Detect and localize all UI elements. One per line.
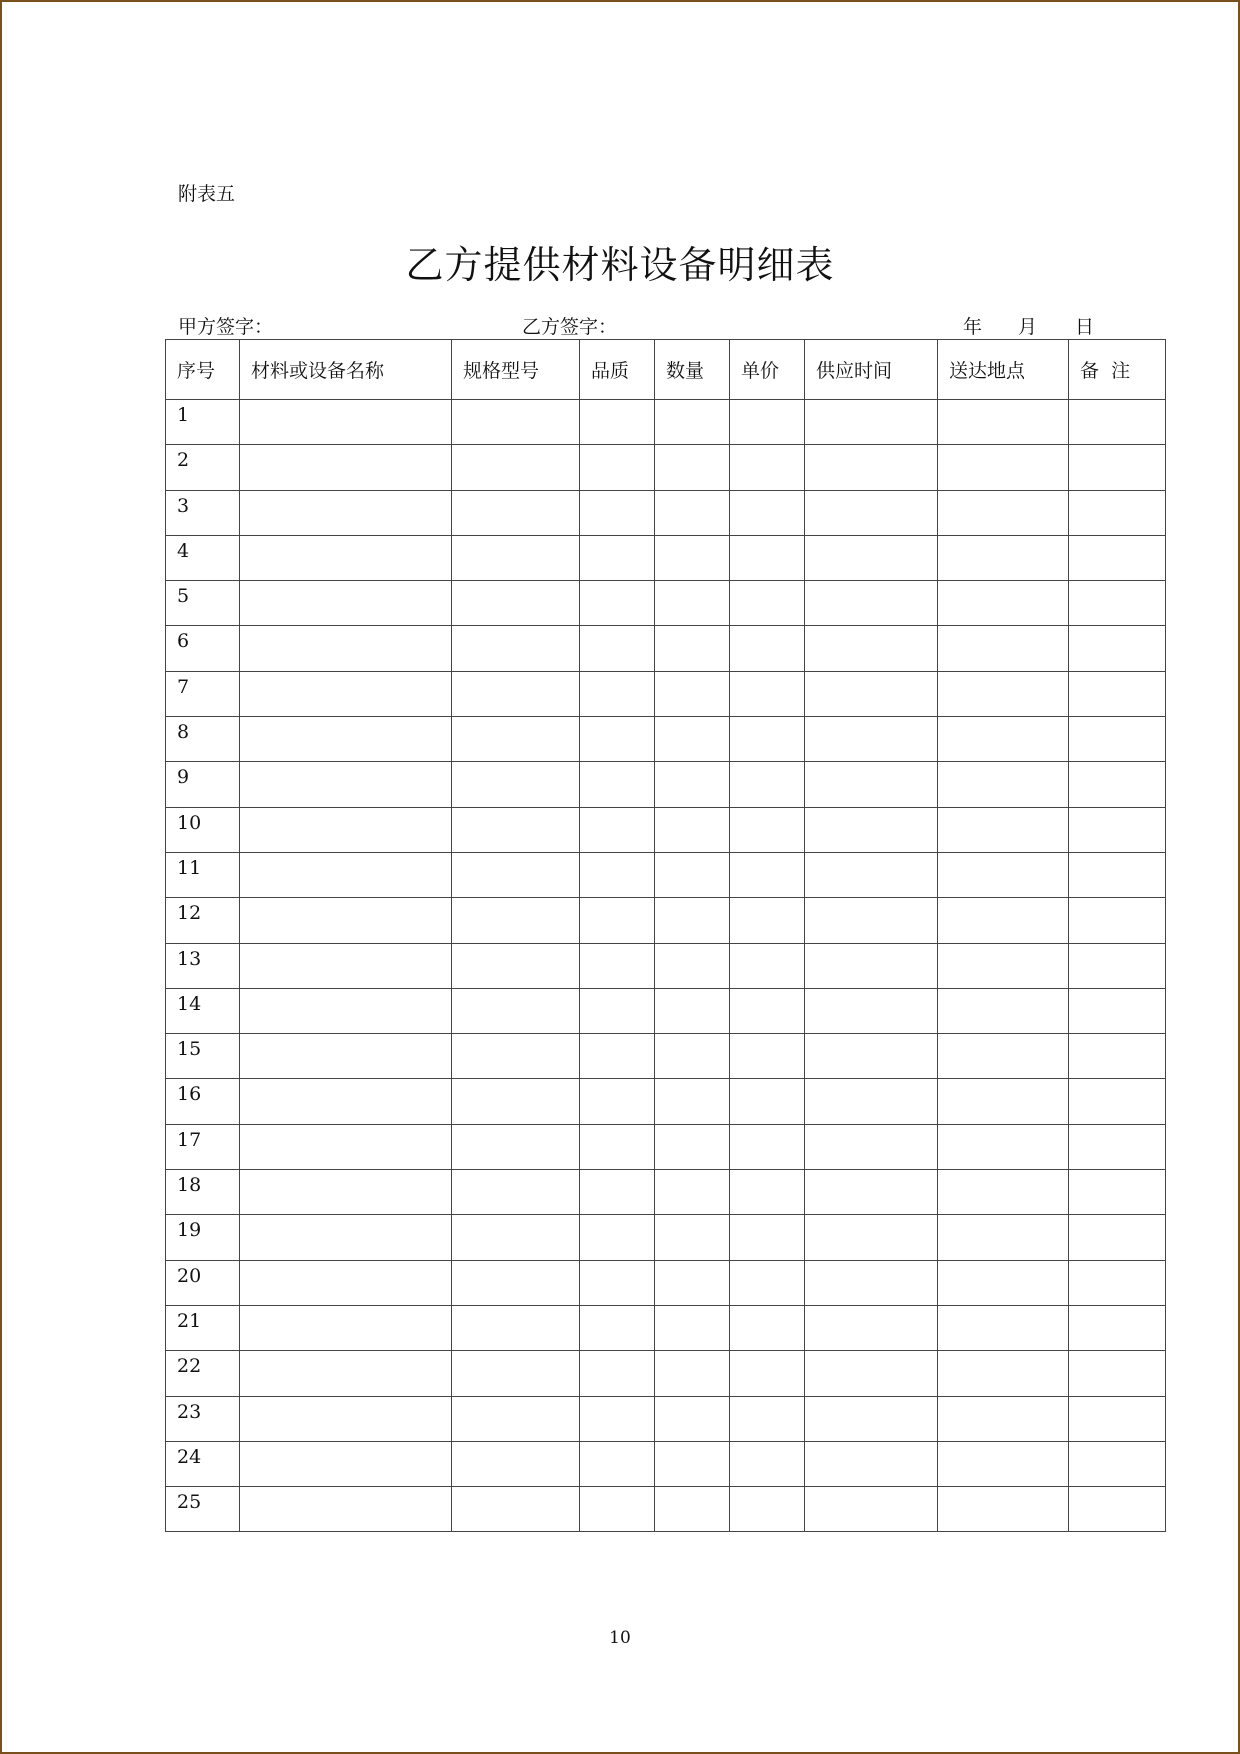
table-row [166,807,1166,852]
table-cell[interactable] [1069,1170,1166,1215]
table-cell[interactable] [580,1034,655,1079]
table-cell[interactable] [1069,535,1166,580]
table-cell[interactable] [240,852,452,897]
row-number: 9 [166,762,240,807]
table-cell[interactable] [655,807,730,852]
table-cell[interactable] [452,626,580,671]
row-number: 22 [166,1351,240,1396]
table-cell[interactable] [655,1170,730,1215]
table-cell[interactable] [938,852,1069,897]
table-cell[interactable] [938,1124,1069,1169]
table-cell[interactable] [805,1396,938,1441]
table-cell[interactable] [655,626,730,671]
table-cell[interactable] [452,535,580,580]
table-cell[interactable] [730,1305,805,1350]
table-cell[interactable] [1069,852,1166,897]
table-cell[interactable] [1069,943,1166,988]
table-cell[interactable] [580,581,655,626]
table-cell[interactable] [655,1124,730,1169]
row-number: 25 [166,1487,240,1532]
table-cell[interactable] [730,852,805,897]
row-number: 6 [166,626,240,671]
table-row [166,626,1166,671]
table-cell[interactable] [452,1124,580,1169]
table-cell[interactable] [580,400,655,445]
table-cell[interactable] [240,671,452,716]
table-cell[interactable] [730,535,805,580]
table-cell[interactable] [240,581,452,626]
table-cell[interactable] [580,988,655,1033]
table-cell[interactable] [452,943,580,988]
table-cell[interactable] [452,1215,580,1260]
table-cell[interactable] [938,1079,1069,1124]
table-cell[interactable] [730,1441,805,1486]
table-row [166,1215,1166,1260]
table-row [166,400,1166,445]
table-cell[interactable] [240,898,452,943]
table-cell[interactable] [452,400,580,445]
table-cell[interactable] [805,581,938,626]
table-cell[interactable] [580,535,655,580]
table-row [166,1351,1166,1396]
table-cell[interactable] [805,1260,938,1305]
row-number: 1 [166,400,240,445]
table-cell[interactable] [805,1034,938,1079]
table-row [166,1034,1166,1079]
table-cell[interactable] [580,1441,655,1486]
table-cell[interactable] [938,1215,1069,1260]
table-cell[interactable] [805,852,938,897]
table-cell[interactable] [655,1079,730,1124]
table-row [166,1079,1166,1124]
page-number: 10 [609,1628,631,1648]
table-cell[interactable] [805,490,938,535]
table-cell[interactable] [240,1305,452,1350]
materials-table [165,339,1166,1532]
table-cell[interactable] [938,445,1069,490]
table-cell[interactable] [655,988,730,1033]
column-header: 供应时间 [805,340,938,400]
table-cell[interactable] [1069,490,1166,535]
table-cell[interactable] [730,717,805,762]
table-cell[interactable] [805,1124,938,1169]
table-cell[interactable] [655,898,730,943]
table-cell[interactable] [1069,1351,1166,1396]
table-row [166,1260,1166,1305]
table-cell[interactable] [240,490,452,535]
table-cell[interactable] [240,1260,452,1305]
table-cell[interactable] [655,762,730,807]
table-cell[interactable] [655,671,730,716]
table-cell[interactable] [452,1170,580,1215]
table-cell[interactable] [938,1351,1069,1396]
row-number: 3 [166,490,240,535]
table-row [166,1487,1166,1532]
table-cell[interactable] [805,1441,938,1486]
table-cell[interactable] [240,445,452,490]
table-cell[interactable] [938,988,1069,1033]
table-cell[interactable] [1069,400,1166,445]
table-row [166,898,1166,943]
table-cell[interactable] [452,1079,580,1124]
table-cell[interactable] [240,1487,452,1532]
year-label: 年 [963,316,983,338]
row-number: 21 [166,1305,240,1350]
table-cell[interactable] [938,943,1069,988]
table-cell[interactable] [730,1170,805,1215]
table-row [166,762,1166,807]
table-cell[interactable] [452,1396,580,1441]
row-number: 19 [166,1215,240,1260]
table-cell[interactable] [1069,898,1166,943]
table-cell[interactable] [730,1034,805,1079]
row-number: 16 [166,1079,240,1124]
table-cell[interactable] [805,762,938,807]
row-number: 13 [166,943,240,988]
table-cell[interactable] [938,1396,1069,1441]
table-cell[interactable] [938,898,1069,943]
table-cell[interactable] [805,1170,938,1215]
table-cell[interactable] [655,1215,730,1260]
month-label: 月 [1018,316,1038,338]
row-number: 5 [166,581,240,626]
table-row [166,1441,1166,1486]
table-cell[interactable] [730,671,805,716]
row-number: 23 [166,1396,240,1441]
table-cell[interactable] [938,1441,1069,1486]
table-cell[interactable] [1069,581,1166,626]
column-header: 规格型号 [452,340,580,400]
table-cell[interactable] [240,626,452,671]
table-cell[interactable] [580,671,655,716]
table-cell[interactable] [805,535,938,580]
table-cell[interactable] [938,490,1069,535]
table-cell[interactable] [240,400,452,445]
table-cell[interactable] [805,898,938,943]
table-cell[interactable] [452,671,580,716]
table-cell[interactable] [655,1351,730,1396]
table-cell[interactable] [1069,1260,1166,1305]
table-row [166,490,1166,535]
table-cell[interactable] [452,1305,580,1350]
table-cell[interactable] [240,807,452,852]
table-cell[interactable] [240,943,452,988]
table-cell[interactable] [580,717,655,762]
table-cell[interactable] [240,988,452,1033]
table-row [166,671,1166,716]
table-cell[interactable] [1069,807,1166,852]
table-cell[interactable] [580,1170,655,1215]
table-cell[interactable] [730,1351,805,1396]
table-cell[interactable] [805,988,938,1033]
table-cell[interactable] [730,1396,805,1441]
table-cell[interactable] [1069,1079,1166,1124]
table-cell[interactable] [452,490,580,535]
table-cell[interactable] [655,852,730,897]
table-cell[interactable] [580,1396,655,1441]
table-cell[interactable] [452,898,580,943]
table-cell[interactable] [938,1305,1069,1350]
row-number: 14 [166,988,240,1033]
table-cell[interactable] [655,717,730,762]
table-cell[interactable] [938,626,1069,671]
table-cell[interactable] [240,1170,452,1215]
table-cell[interactable] [938,671,1069,716]
table-cell[interactable] [805,1079,938,1124]
table-cell[interactable] [730,581,805,626]
table-cell[interactable] [580,1305,655,1350]
row-number: 2 [166,445,240,490]
table-cell[interactable] [730,988,805,1033]
table-cell[interactable] [240,1034,452,1079]
table-cell[interactable] [655,943,730,988]
table-cell[interactable] [938,762,1069,807]
table-cell[interactable] [1069,1441,1166,1486]
table-cell[interactable] [805,943,938,988]
column-header: 数量 [655,340,730,400]
table-cell[interactable] [452,581,580,626]
table-cell[interactable] [805,400,938,445]
table-cell[interactable] [580,490,655,535]
table-cell[interactable] [240,535,452,580]
table-row [166,1124,1166,1169]
row-number: 11 [166,852,240,897]
table-cell[interactable] [452,445,580,490]
table-cell[interactable] [452,807,580,852]
table-cell[interactable] [805,1305,938,1350]
table-row [166,1170,1166,1215]
table-cell[interactable] [452,852,580,897]
table-cell[interactable] [805,1487,938,1532]
row-number: 12 [166,898,240,943]
table-row [166,988,1166,1033]
table-cell[interactable] [730,626,805,671]
table-cell[interactable] [240,717,452,762]
table-cell[interactable] [452,1351,580,1396]
table-cell[interactable] [938,1487,1069,1532]
table-cell[interactable] [938,535,1069,580]
table-cell[interactable] [805,626,938,671]
table-cell[interactable] [240,1441,452,1486]
row-number: 17 [166,1124,240,1169]
column-header: 送达地点 [938,340,1069,400]
table-cell[interactable] [655,535,730,580]
table-cell[interactable] [730,1260,805,1305]
row-number: 20 [166,1260,240,1305]
table-cell[interactable] [580,1124,655,1169]
table-cell[interactable] [580,1079,655,1124]
table-cell[interactable] [1069,626,1166,671]
table-row [166,535,1166,580]
table-cell[interactable] [240,1124,452,1169]
table-cell[interactable] [452,762,580,807]
table-cell[interactable] [730,1487,805,1532]
table-row [166,581,1166,626]
row-number: 15 [166,1034,240,1079]
table-cell[interactable] [240,1215,452,1260]
document-title: 乙方提供材料设备明细表 [405,243,835,287]
table-cell[interactable] [805,1351,938,1396]
table-cell[interactable] [1069,445,1166,490]
table-cell[interactable] [655,1441,730,1486]
table-cell[interactable] [938,581,1069,626]
table-row [166,1305,1166,1350]
table-cell[interactable] [655,490,730,535]
table-cell[interactable] [240,1351,452,1396]
party-b-signature-label: 乙方签字： [522,316,618,338]
table-cell[interactable] [655,445,730,490]
table-cell[interactable] [730,762,805,807]
table-cell[interactable] [730,943,805,988]
table-cell[interactable] [1069,1215,1166,1260]
table-cell[interactable] [938,1034,1069,1079]
table-cell[interactable] [655,1396,730,1441]
table-cell[interactable] [1069,1034,1166,1079]
table-cell[interactable] [1069,671,1166,716]
table-cell[interactable] [805,807,938,852]
table-cell[interactable] [452,717,580,762]
party-a-signature-label: 甲方签字： [178,316,274,338]
table-cell[interactable] [452,988,580,1033]
table-cell[interactable] [730,1215,805,1260]
table-cell[interactable] [580,898,655,943]
table-cell[interactable] [938,400,1069,445]
row-number: 8 [166,717,240,762]
table-cell[interactable] [730,898,805,943]
table-cell[interactable] [730,1124,805,1169]
annex-label: 附表五 [178,183,236,205]
row-number: 18 [166,1170,240,1215]
column-header: 单价 [730,340,805,400]
table-cell[interactable] [580,807,655,852]
table-cell[interactable] [452,1034,580,1079]
column-header: 材料或设备名称 [240,340,452,400]
table-cell[interactable] [655,581,730,626]
table-cell[interactable] [452,1260,580,1305]
table-cell[interactable] [580,1215,655,1260]
table-cell[interactable] [1069,1487,1166,1532]
row-number: 4 [166,535,240,580]
table-row [166,717,1166,762]
table-header-row [166,340,1166,400]
table-cell[interactable] [730,807,805,852]
table-cell[interactable] [1069,1124,1166,1169]
table-cell[interactable] [580,1260,655,1305]
table-cell[interactable] [730,490,805,535]
column-header: 品质 [580,340,655,400]
table-cell[interactable] [580,762,655,807]
table-cell[interactable] [452,1441,580,1486]
row-number: 24 [166,1441,240,1486]
row-number: 10 [166,807,240,852]
table-cell[interactable] [938,807,1069,852]
table-cell[interactable] [938,1260,1069,1305]
table-cell[interactable] [580,943,655,988]
table-cell[interactable] [805,717,938,762]
table-cell[interactable] [1069,717,1166,762]
table-cell[interactable] [655,1305,730,1350]
table-cell[interactable] [1069,1305,1166,1350]
table-cell[interactable] [730,1079,805,1124]
table-cell[interactable] [655,1487,730,1532]
table-cell[interactable] [1069,1396,1166,1441]
table-cell[interactable] [580,1487,655,1532]
table-cell[interactable] [655,1260,730,1305]
table-cell[interactable] [938,1170,1069,1215]
table-cell[interactable] [452,1487,580,1532]
table-row [166,852,1166,897]
table-cell[interactable] [655,400,730,445]
table-cell[interactable] [1069,988,1166,1033]
table-cell[interactable] [240,762,452,807]
table-cell[interactable] [655,1034,730,1079]
table-cell[interactable] [805,671,938,716]
table-cell[interactable] [580,852,655,897]
table-cell[interactable] [805,445,938,490]
table-cell[interactable] [730,445,805,490]
column-header: 备 注 [1069,340,1166,400]
table-row [166,445,1166,490]
table-cell[interactable] [580,445,655,490]
table-cell[interactable] [1069,762,1166,807]
table-cell[interactable] [240,1079,452,1124]
table-row [166,1396,1166,1441]
table-cell[interactable] [805,1215,938,1260]
table-cell[interactable] [240,1396,452,1441]
table-cell[interactable] [580,626,655,671]
table-cell[interactable] [580,1351,655,1396]
row-number: 7 [166,671,240,716]
column-header: 序号 [166,340,240,400]
day-label: 日 [1075,316,1095,338]
table-cell[interactable] [730,400,805,445]
table-row [166,943,1166,988]
table-cell[interactable] [938,717,1069,762]
